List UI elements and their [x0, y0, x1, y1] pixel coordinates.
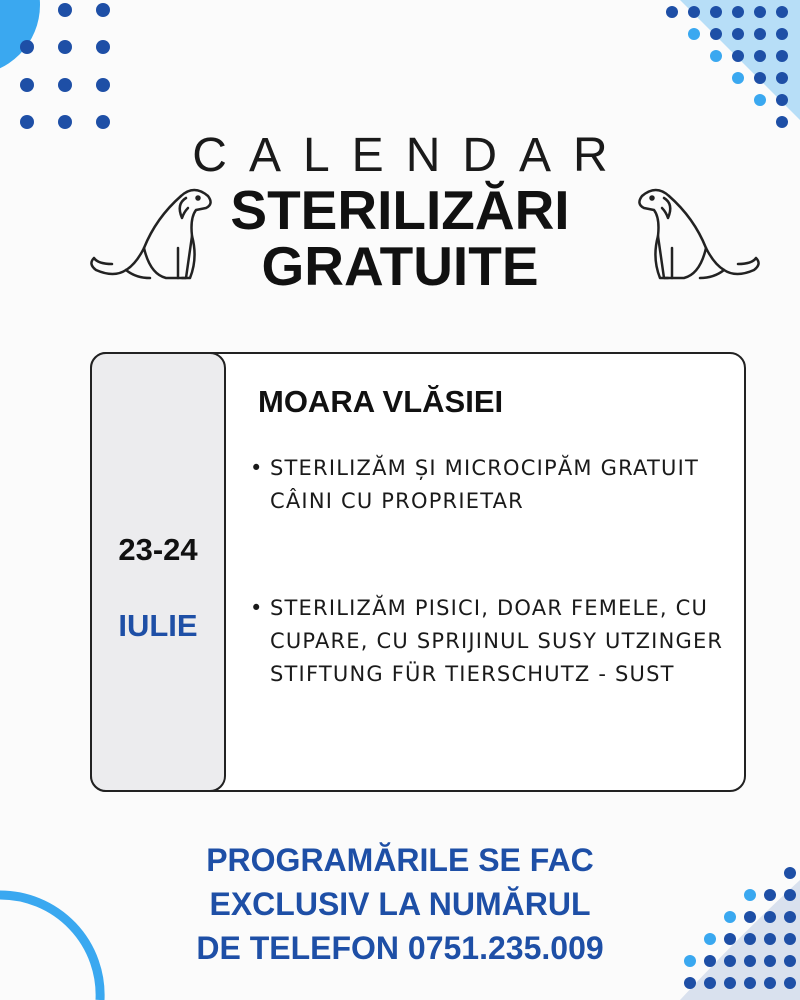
sitting-dog-icon: [86, 178, 216, 288]
list-item: [250, 592, 730, 691]
date-box: [90, 352, 226, 792]
notice-line-3: DE TELEFON 0751.235.009: [196, 930, 604, 966]
bullet-icon: •: [250, 456, 264, 480]
event-days: 23-24: [118, 532, 198, 567]
notice-line-2: EXCLUSIV LA NUMĂRUL: [209, 886, 591, 922]
dot-pattern-decoration: [660, 0, 800, 135]
bullet-icon: •: [250, 596, 264, 620]
list-item: [250, 452, 730, 518]
list-item-text: STERILIZĂM ȘI MICROCIPĂM GRATUIT CÂINI CU PROPRIETAR: [270, 456, 699, 513]
sitting-dog-icon: [634, 178, 764, 288]
notice-line-1: PROGRAMĂRILE SE FAC: [206, 842, 594, 878]
list-item-text: STERILIZĂM PISICI, DOAR FEMELE, CU CUPARE, CU SPRIJINUL SUSY UTZINGER STIFTUNG FÜR TIERSCHUTZ - SUST: [270, 596, 724, 686]
title-line-1: STERILIZĂRI: [230, 179, 570, 241]
event-card: [90, 352, 746, 792]
event-location: MOARA VLĂSIEI: [258, 384, 504, 419]
calendar-heading: CALENDAR: [192, 129, 630, 182]
appointment-notice: [0, 838, 800, 970]
dot-pattern-decoration: [0, 0, 120, 130]
event-month: IULIE: [118, 608, 198, 643]
title-line-2: GRATUITE: [261, 235, 539, 297]
